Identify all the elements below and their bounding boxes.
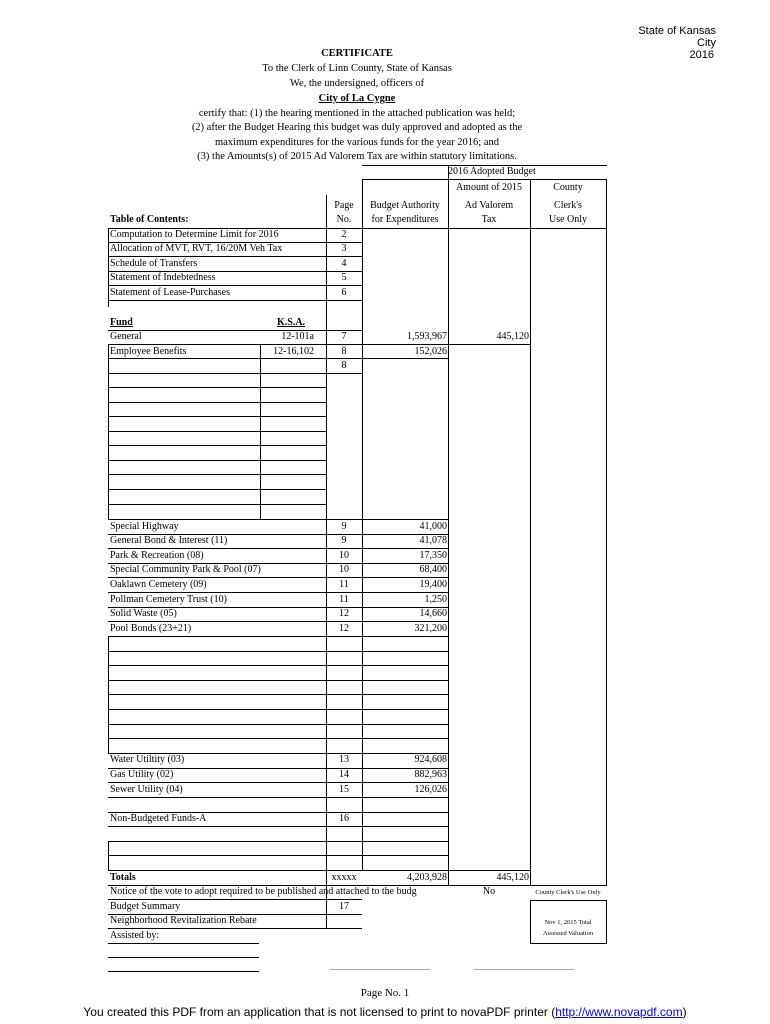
- fund-page: 9: [341, 521, 347, 532]
- fund-budget: 882,963: [414, 769, 447, 780]
- non-budgeted-funds-label: Non-Budgeted Funds-A: [110, 813, 207, 824]
- fund-page: 15: [339, 784, 349, 795]
- valuation-label-line-1: Nov 1, 2015 Total: [544, 919, 592, 926]
- entity-type-label: City: [697, 37, 716, 49]
- fund-budget: 17,350: [419, 550, 447, 561]
- toc-item-page: 3: [341, 243, 347, 254]
- fund-name: Pool Bonds (23+21): [110, 623, 192, 634]
- budget-year-label: 2016: [689, 49, 714, 61]
- clerk-header-line-3: Use Only: [548, 214, 588, 225]
- toc-item-page: 5: [341, 272, 347, 283]
- fund-page: 8: [341, 360, 347, 371]
- toc-item-label: Schedule of Transfers: [110, 258, 198, 269]
- toc-item-label: Allocation of MVT, RVT, 16/20M Veh Tax: [110, 243, 283, 254]
- non-budgeted-page: 16: [339, 813, 349, 824]
- fund-budget: 41,078: [419, 535, 447, 546]
- fund-name: Special Highway: [110, 521, 179, 532]
- fund-ksa: 12-101a: [281, 331, 314, 342]
- certify-line-2: (2) after the Budget Hearing this budget was duly approved and adopted as the: [191, 122, 523, 133]
- fund-name: Sewer Utility (04): [110, 784, 183, 795]
- totals-page: xxxxx: [331, 872, 357, 883]
- notice-of-vote-text: Notice of the vote to adopt required to be published and attached to the budg: [110, 886, 417, 897]
- valuation-label-line-2: Assessed Valuation: [542, 930, 594, 937]
- state-label: State of Kansas: [638, 25, 716, 37]
- tax-header-line-2: Ad Valorem: [464, 200, 514, 211]
- fund-page: 13: [339, 754, 349, 765]
- toc-item-label: Statement of Indebtedness: [110, 272, 216, 283]
- fund-budget: 126,026: [414, 784, 447, 795]
- entity-name: City of La Cygne: [318, 93, 396, 104]
- toc-item-page: 4: [341, 258, 347, 269]
- fund-name: General: [110, 331, 142, 342]
- toc-item-label: Computation to Determine Limit for 2016: [110, 229, 279, 240]
- toc-title: Table of Contents:: [110, 214, 189, 225]
- fund-budget: 14,660: [419, 608, 447, 619]
- clerk-header-line-1: County: [553, 182, 583, 193]
- totals-budget: 4,203,928: [407, 872, 447, 883]
- fund-budget: 1,593,967: [407, 331, 447, 342]
- fund-name: Special Community Park & Pool (07): [110, 564, 261, 575]
- page-header-line-1: Page: [334, 200, 354, 211]
- fund-page: 11: [339, 594, 349, 605]
- signature-line: ____________________: [330, 960, 430, 971]
- fund-page: 11: [339, 579, 349, 590]
- fund-tax: 445,120: [496, 331, 529, 342]
- budget-summary-label: Budget Summary: [110, 901, 181, 912]
- fund-page: 14: [339, 769, 349, 780]
- footer-text-end: ): [682, 1005, 687, 1019]
- fund-name: Solid Waste (05): [110, 608, 177, 619]
- fund-budget: 41,000: [419, 521, 447, 532]
- officers-line: We, the undersigned, officers of: [289, 78, 425, 89]
- fund-page: 10: [339, 564, 349, 575]
- fund-page: 10: [339, 550, 349, 561]
- certify-line-4: (3) the Amounts(s) of 2015 Ad Valorem Tax are within statutory limitations.: [197, 151, 517, 162]
- fund-budget: 321,200: [414, 623, 447, 634]
- fund-budget: 19,400: [419, 579, 447, 590]
- totals-label: Totals: [110, 872, 136, 883]
- fund-budget: 152,026: [414, 346, 447, 357]
- novapdf-footer: [0, 1004, 770, 1020]
- fund-name: Oaklawn Cemetery (09): [110, 579, 207, 590]
- fund-name: Gas Utility (02): [110, 769, 174, 780]
- fund-page: 12: [339, 623, 349, 634]
- tax-header-line-3: Tax: [481, 214, 497, 225]
- certificate-title: CERTIFICATE: [321, 48, 393, 59]
- certify-line-1: certify that: (1) the hearing mentioned in the attached publication was held;: [198, 108, 516, 119]
- tax-header-line-1: Amount of 2015: [455, 182, 523, 193]
- adopted-budget-header: 2016 Adopted Budget: [448, 166, 536, 177]
- certify-line-3: maximum expenditures for the various funds for the year 2016; and: [214, 137, 499, 148]
- fund-budget: 924,608: [414, 754, 447, 765]
- county-clerk-use-label: County Clerk's Use Only: [535, 889, 601, 896]
- fund-name: General Bond & Interest (11): [110, 535, 228, 546]
- notice-answer: No: [482, 886, 496, 897]
- fund-page: 7: [341, 331, 347, 342]
- footer-text: You created this PDF from an application that is not licensed to print to novaPDF printer (: [83, 1005, 556, 1019]
- page-header-line-2: No.: [336, 214, 352, 225]
- assisted-by-label: Assisted by:: [110, 930, 160, 941]
- fund-budget: 68,400: [419, 564, 447, 575]
- budget-header-line-2: for Expenditures: [371, 214, 439, 225]
- fund-page: 8: [341, 346, 347, 357]
- fund-ksa: 12-16,102: [273, 346, 314, 357]
- toc-item-label: Statement of Lease-Purchases: [110, 287, 230, 298]
- to-clerk-line: To the Clerk of Linn County, State of Kansas: [262, 63, 452, 74]
- fund-page: 12: [339, 608, 349, 619]
- fund-header: Fund: [110, 317, 133, 328]
- fund-name: Park & Recreation (08): [110, 550, 204, 561]
- signature-line: ____________________: [474, 960, 574, 971]
- clerk-header-line-2: Clerk's: [554, 200, 582, 211]
- toc-item-page: 2: [341, 229, 347, 240]
- totals-tax: 445,120: [496, 872, 529, 883]
- page-number: Page No. 1: [360, 987, 410, 999]
- fund-name: Employee Benefits: [110, 346, 187, 357]
- fund-name: Water Utiltity (03): [110, 754, 185, 765]
- fund-budget: 1,250: [424, 594, 447, 605]
- toc-item-page: 6: [341, 287, 347, 298]
- fund-page: 9: [341, 535, 347, 546]
- budget-header-line-1: Budget Authority: [370, 200, 440, 211]
- budget-summary-page: 17: [339, 901, 349, 912]
- neighborhood-revitalization-label: Neighborhood Revitalization Rebate: [110, 915, 257, 926]
- novapdf-link[interactable]: http://www.novapdf.com: [555, 1005, 683, 1019]
- fund-name: Pollman Cemetery Trust (10): [110, 594, 227, 605]
- ksa-header: K.S.A.: [277, 317, 306, 328]
